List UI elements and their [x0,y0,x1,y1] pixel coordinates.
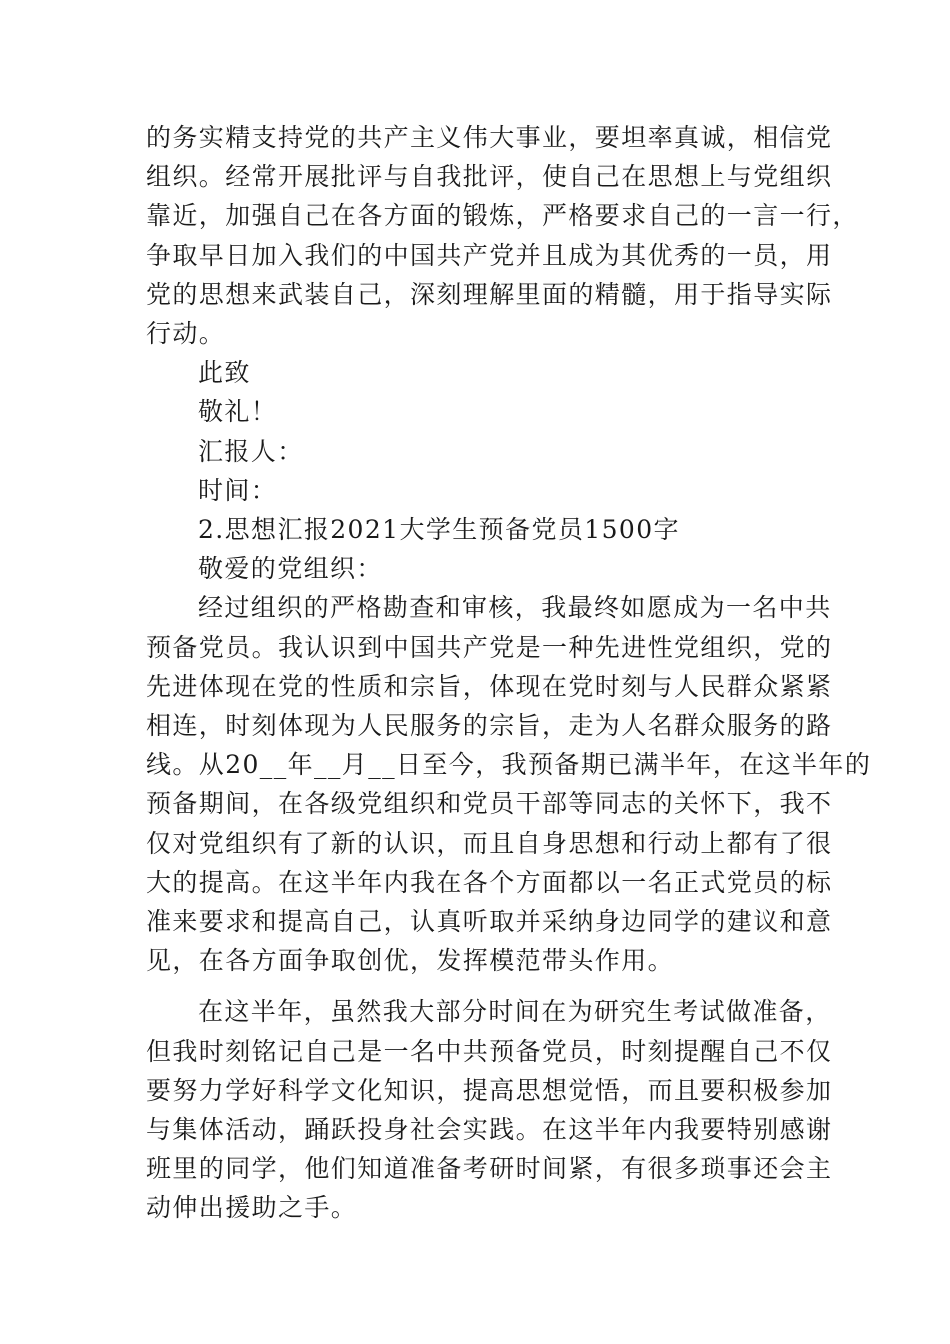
time-label: 时间： [198,475,278,505]
closing-salutation: 此致 [198,358,251,388]
text-line: 班里的同学，他们知道准备考研时间紧，有很多琐事还会主 [146,1154,833,1184]
paragraph-1 [146,588,872,980]
text-line: 见，在各方面争取创优，发挥模范带头作用。 [146,946,675,976]
text-line: 但我时刻铭记自己是一名中共预备党员，时刻提醒自己不仅 [146,1036,833,1066]
text-line: 相连，时刻体现为人民服务的宗旨，走为人名群众服务的路 [146,711,833,741]
text-line: 组织。经常开展批评与自我批评，使自己在思想上与党组织 [146,162,833,192]
text-line: 靠近，加强自己在各方面的锻炼，严格要求自己的一言一行， [146,201,859,231]
paragraph-continued [146,118,859,353]
text-line: 要努力学好科学文化知识，提高思想觉悟，而且要积极参加 [146,1075,833,1105]
text-line: 预备期间，在各级党组织和党员干部等同志的关怀下，我不 [146,789,833,819]
salutation: 敬爱的党组织： [198,554,383,584]
reporter-label: 汇报人： [198,436,304,466]
text-line: 党的思想来武装自己，深刻理解里面的精髓，用于指导实际 [146,279,833,309]
text-line: 与集体活动，踊跃投身社会实践。在这半年内我要特别感谢 [146,1115,833,1145]
text-line: 争取早日加入我们的中国共产党并且成为其优秀的一员，用 [146,240,833,270]
document-body [146,118,872,1228]
text-line: 准来要求和提高自己，认真听取并采纳身边同学的建议和意 [146,907,833,937]
text-line: 线。从20__年__月__日至今，我预备期已满半年，在这半年的 [146,750,872,780]
text-line: 行动。 [146,319,226,349]
text-line: 动伸出援助之手。 [146,1193,358,1223]
text-line: 先进体现在党的性质和宗旨，体现在党时刻与人民群众紧紧 [146,671,833,701]
text-line: 大的提高。在这半年内我在各个方面都以一名正式党员的标 [146,867,833,897]
closing-regards: 敬礼！ [198,397,278,427]
section-title: 2.思想汇报2021大学生预备党员1500字 [198,515,680,545]
text-line: 的务实精支持党的共产主义伟大事业，要坦率真诚，相信党 [146,123,833,152]
text-line: 预备党员。我认识到中国共产党是一种先进性党组织，党的 [146,632,833,662]
text-line: 在这半年，虽然我大部分时间在为研究生考试做准备， [198,997,832,1027]
text-line: 仅对党组织有了新的认识，而且自身思想和行动上都有了很 [146,828,833,858]
paragraph-2 [146,992,833,1227]
text-line: 经过组织的严格勘查和审核，我最终如愿成为一名中共 [198,593,832,623]
